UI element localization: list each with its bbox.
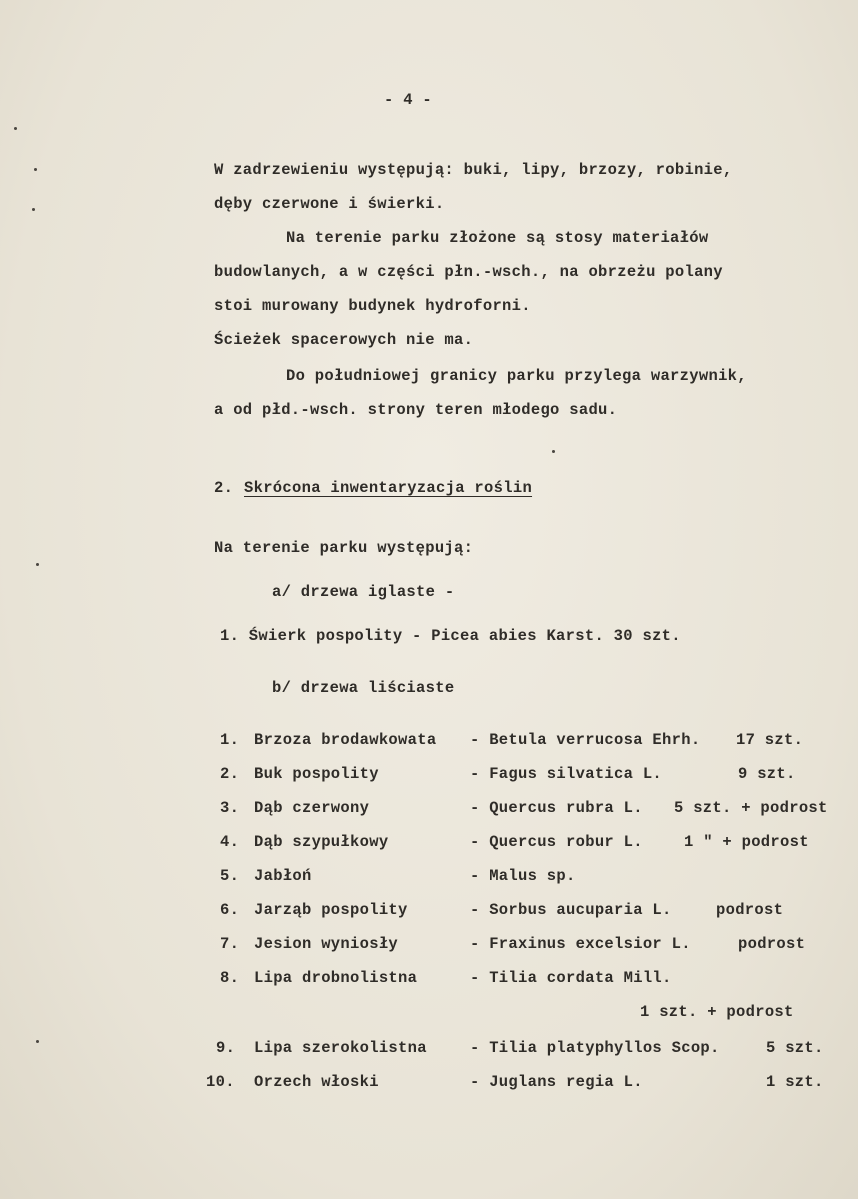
row-latin: - Betula verrucosa Ehrh. xyxy=(470,731,701,749)
paragraph-line: Ścieżek spacerowych nie ma. xyxy=(214,331,474,349)
paper-speck xyxy=(34,168,37,171)
row-name: Dąb czerwony xyxy=(254,799,370,817)
row-count: 5 szt. xyxy=(766,1039,824,1057)
row-name: Dąb szypułkowy xyxy=(254,833,389,851)
row-name: Jabłoń xyxy=(254,867,312,885)
row-count: podrost xyxy=(716,901,784,919)
paragraph-line: dęby czerwone i świerki. xyxy=(214,195,445,213)
row-count: podrost xyxy=(738,935,806,953)
paper-speck xyxy=(32,208,35,211)
row-count: 1 szt. + podrost xyxy=(640,1003,794,1021)
row-latin: - Tilia cordata Mill. xyxy=(470,969,672,987)
row-name: Lipa szerokolistna xyxy=(254,1039,427,1057)
row-latin: - Fraxinus excelsior L. xyxy=(470,935,691,953)
row-number: 10. xyxy=(206,1073,235,1091)
row-latin: - Quercus rubra L. xyxy=(470,799,643,817)
row-name: Brzoza brodawkowata xyxy=(254,731,437,749)
paragraph-line: W zadrzewieniu występują: buki, lipy, brzozy, robinie, xyxy=(214,161,733,179)
deciduous-heading: b/ drzewa liściaste xyxy=(272,679,455,697)
paper-speck xyxy=(14,127,17,130)
row-number: 1. xyxy=(220,731,240,749)
row-name: Jesion wyniosły xyxy=(254,935,399,953)
row-count: 5 szt. + podrost xyxy=(674,799,828,817)
page-number: - 4 - xyxy=(384,91,433,109)
row-name: Jarząb pospolity xyxy=(254,901,408,919)
paragraph-line: Na terenie parku złożone są stosy materiałów xyxy=(286,229,709,247)
row-count: 9 szt. xyxy=(738,765,796,783)
row-number: 9. xyxy=(216,1039,236,1057)
row-count: 1 " + podrost xyxy=(684,833,809,851)
row-latin: - Fagus silvatica L. xyxy=(470,765,663,783)
paragraph-line: budowlanych, a w części płn.-wsch., na obrzeżu polany xyxy=(214,263,723,281)
conifers-heading: a/ drzewa iglaste - xyxy=(272,583,455,601)
row-name: Buk pospolity xyxy=(254,765,379,783)
paper-speck xyxy=(36,1040,39,1043)
row-latin: - Juglans regia L. xyxy=(470,1073,643,1091)
paper-speck xyxy=(552,450,555,453)
row-number: 7. xyxy=(220,935,240,953)
row-number: 3. xyxy=(220,799,240,817)
row-latin: - Sorbus aucuparia L. xyxy=(470,901,672,919)
paragraph-line: a od płd.-wsch. strony teren młodego sadu. xyxy=(214,401,618,419)
row-number: 5. xyxy=(220,867,240,885)
paragraph-line: Do południowej granicy parku przylega warzywnik, xyxy=(286,367,747,385)
row-latin: - Tilia platyphyllos Scop. xyxy=(470,1039,720,1057)
paragraph-line: stoi murowany budynek hydroforni. xyxy=(214,297,531,315)
conifer-item: 1. Świerk pospolity - Picea abies Karst. 30 szt. xyxy=(220,627,681,645)
row-name: Lipa drobnolistna xyxy=(254,969,418,987)
row-number: 4. xyxy=(220,833,240,851)
paper-speck xyxy=(36,563,39,566)
row-latin: - Quercus robur L. xyxy=(470,833,643,851)
row-count: 1 szt. xyxy=(766,1073,824,1091)
row-count: 17 szt. xyxy=(736,731,804,749)
row-latin: - Malus sp. xyxy=(470,867,576,885)
row-number: 2. xyxy=(220,765,240,783)
row-number: 8. xyxy=(220,969,240,987)
intro-line: Na terenie parku występują: xyxy=(214,539,474,557)
section-number: 2. xyxy=(214,479,234,497)
row-number: 6. xyxy=(220,901,240,919)
section-title: Skrócona inwentaryzacja roślin xyxy=(244,479,533,497)
row-name: Orzech włoski xyxy=(254,1073,379,1091)
